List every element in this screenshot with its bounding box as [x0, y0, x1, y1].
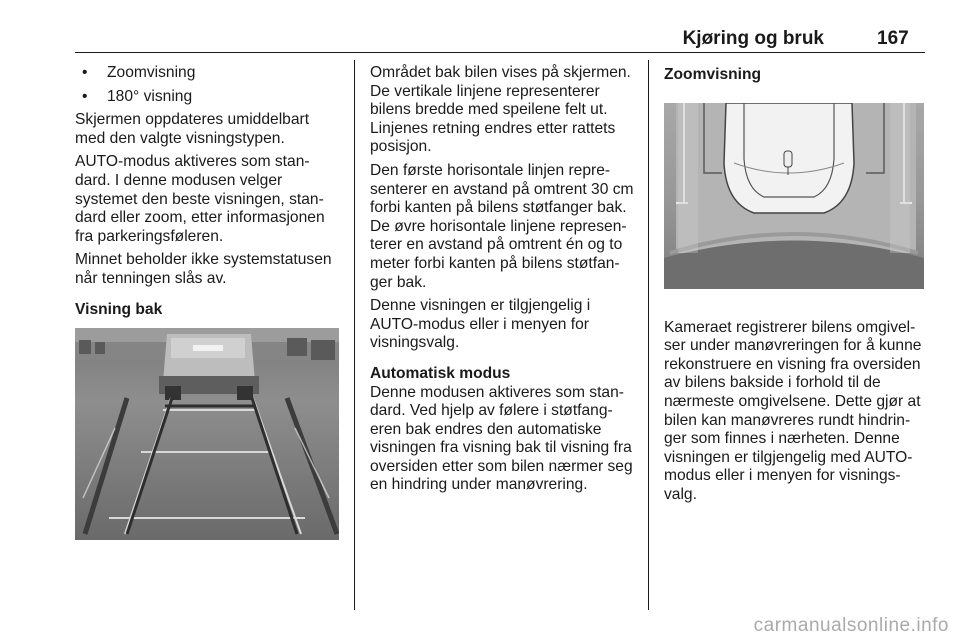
rear-view-camera-image — [75, 328, 339, 540]
section-heading-rear-view: Visning bak — [75, 300, 163, 318]
column-1 — [75, 64, 343, 540]
header-rule — [75, 52, 925, 53]
column-2 — [370, 64, 638, 500]
paragraph: Denne visningen er tilgjengelig i AUTO-modus eller i menyen for visningsvalg. — [370, 297, 591, 352]
paragraph: Denne modusen aktiveres som stan- dard. Ved hjelp av følere i støtfang- eren bak endres den automatiske visningen fra visning bak til visning fra oversiden etter som bilen nærmer seg en hindring under manøvrering. — [370, 383, 633, 494]
section-heading-zoom-view: Zoomvisning — [664, 66, 762, 83]
bullet-item-zoom: • Zoomvisning — [75, 64, 343, 83]
column-divider-right — [648, 60, 649, 610]
watermark: carmanualsonline.info — [753, 615, 949, 636]
paragraph: Skjermen oppdateres umiddelbart med den valgte visningstypen. — [75, 111, 310, 147]
paragraph: Minnet beholder ikke systemstatusen når tenningen slås av. — [75, 251, 332, 287]
paragraph: Kameraet registrerer bilens omgivel- ser under manøvreringen for å kunne rekonstruere en visning fra oversiden av bilens bakside i forhold til de nærmeste omgivelsene. Dette gjør at bilen kan manøvreres rundt hindrin- ger som finnes i nærheten. Denne visningen er tilgjengelig med AUTO- modus eller i menyen for visnings- valg. — [664, 318, 922, 503]
column-3 — [664, 64, 926, 510]
bullet-item-180: • 180° visning — [75, 88, 343, 107]
running-header-title: Kjøring og bruk — [682, 28, 824, 49]
paragraph: AUTO-modus aktiveres som stan- dard. I denne modusen velger systemet den beste visningen, stan- dard eller zoom, etter informasjonen fra parkeringsføleren. — [75, 153, 325, 245]
paragraph: Den første horisontale linjen repre- senterer en avstand på omtrent 30 cm forbi kanten på bilens støtfanger bak. De øvre horisontale linjene represen- terer en avstand på omtrent én og to meter forbi kanten på bilens støtfan- ger bak. — [370, 161, 634, 291]
column-divider-left — [354, 60, 355, 610]
paragraph: Området bak bilen vises på skjermen. De vertikale linjene representerer bilens bredde med speilene felt ut. Linjenes retning endres etter rattets posisjon. — [370, 64, 631, 156]
zoom-view-camera-image — [664, 103, 924, 289]
page-number: 167 — [877, 28, 909, 49]
section-heading-automatic-mode: Automatisk modus — [370, 364, 511, 382]
